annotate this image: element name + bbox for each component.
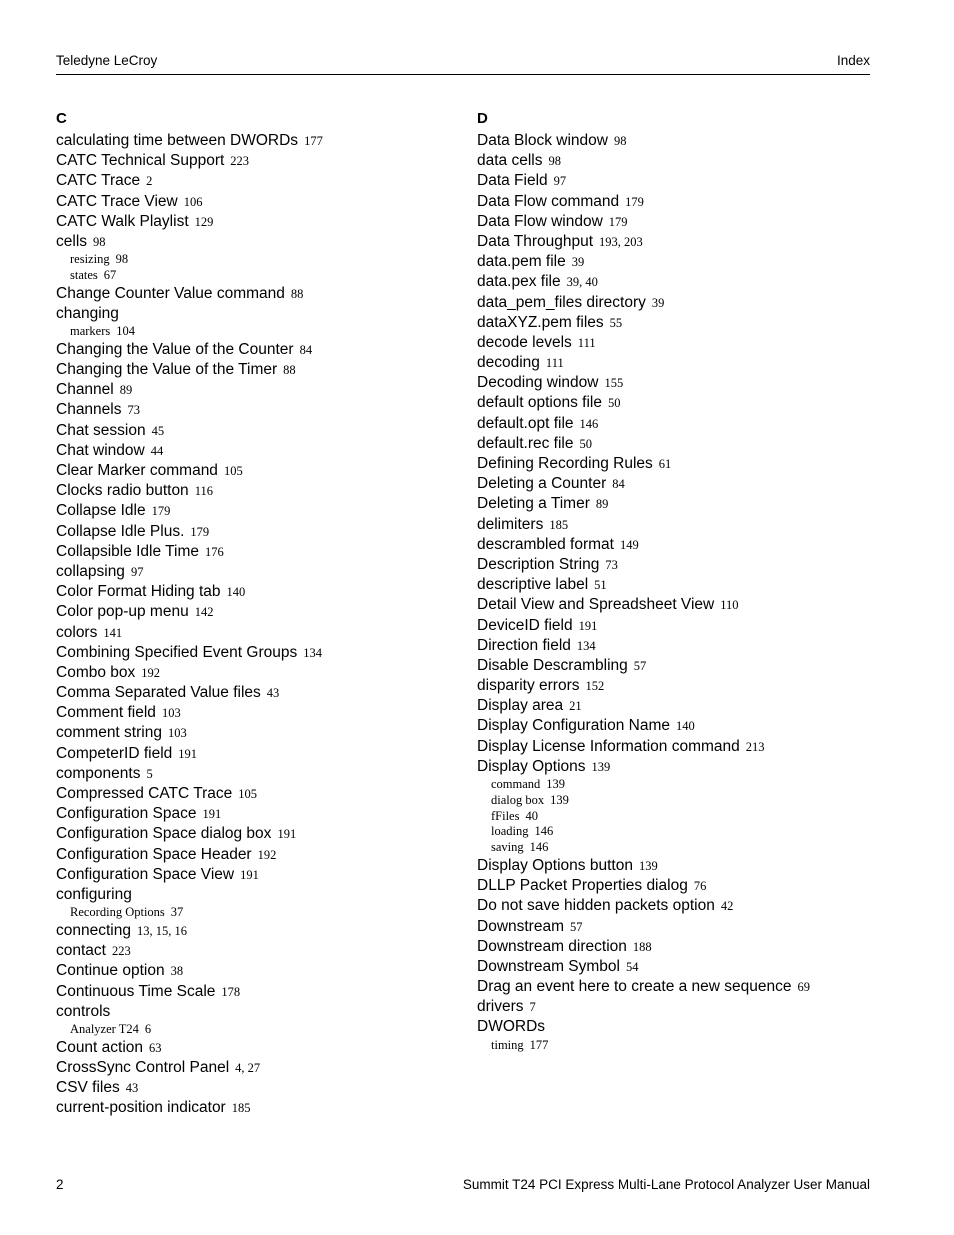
index-entry [477, 876, 810, 896]
index-page-ref: 191 [240, 867, 259, 882]
index-subterm: Recording Options [70, 905, 165, 920]
index-page-ref: 179 [151, 504, 171, 519]
index-page-ref: 73 [605, 557, 618, 572]
index-subterm: Analyzer T24 [70, 1021, 139, 1036]
index-term: calculating time between DWORDs [56, 132, 299, 149]
index-page-ref: 146 [529, 840, 549, 855]
index-entry [56, 865, 323, 885]
index-page-ref: 97 [130, 564, 144, 579]
index-entry [477, 1017, 810, 1037]
index-page-ref: 89 [595, 497, 609, 512]
index-term: descriptive label [477, 576, 589, 594]
index-term: colors [56, 623, 98, 641]
index-subentry [56, 1022, 323, 1038]
index-term: Combining Specified Event Groups [56, 643, 298, 661]
index-page-ref: 2 [146, 174, 153, 189]
index-entry [56, 845, 323, 865]
index-subterm: dialog box [491, 792, 545, 807]
index-page-ref: 188 [632, 939, 652, 954]
index-entry [477, 515, 810, 535]
index-page-ref: 179 [608, 214, 628, 229]
index-page-ref: 223 [230, 154, 250, 169]
index-entry [477, 636, 810, 656]
index-term: Compressed CATC Trace [56, 785, 233, 803]
index-entry [56, 804, 323, 824]
index-term: contact [56, 942, 106, 960]
index-subentry [56, 324, 323, 340]
index-entry [477, 937, 810, 957]
index-page-ref: 7 [529, 1000, 536, 1015]
index-term: Direction field [477, 636, 571, 654]
index-column-d [477, 108, 810, 1053]
index-page-ref: 193, 203 [599, 234, 643, 249]
index-term: Changing the Value of the Timer [56, 361, 278, 379]
index-entry [56, 723, 323, 743]
index-page-ref: 38 [170, 964, 184, 979]
index-term: Continue option [56, 962, 165, 980]
index-term: Downstream direction [477, 937, 627, 955]
index-entry [56, 663, 323, 683]
index-entry [56, 562, 323, 582]
index-entry [56, 1002, 323, 1022]
index-subterm: timing [491, 1037, 524, 1052]
index-entry [56, 304, 323, 324]
index-page-ref: 13, 15, 16 [136, 923, 187, 938]
index-page-ref: 54 [626, 959, 639, 974]
index-entry [56, 481, 323, 501]
index-term: Configuration Space [56, 805, 197, 823]
index-page-ref: 97 [553, 174, 567, 189]
index-term: Collapsible Idle Time [56, 542, 200, 560]
index-page-ref: 76 [693, 879, 707, 894]
index-page-ref: 45 [151, 423, 165, 438]
index-term: default.rec file [477, 434, 574, 452]
index-page-ref: 223 [111, 944, 131, 959]
index-entry [477, 896, 810, 916]
index-page-ref: 51 [594, 578, 607, 593]
header-section: Index [836, 53, 870, 68]
index-term: components [56, 764, 141, 782]
index-subentry [477, 1038, 810, 1054]
index-entry [477, 171, 810, 191]
index-page-ref: 141 [103, 625, 123, 640]
index-term: delimiters [477, 515, 544, 533]
index-page-ref: 50 [579, 436, 592, 451]
index-entry [477, 757, 810, 777]
index-page-ref: 6 [144, 1021, 152, 1036]
index-term: Channel [56, 381, 114, 399]
index-term: descrambled format [477, 535, 614, 553]
index-entry [56, 360, 323, 380]
index-page-ref: 111 [577, 335, 596, 350]
index-term: Collapse Idle Plus. [56, 522, 185, 540]
index-entry [56, 1078, 323, 1098]
index-page-ref: 106 [183, 194, 203, 209]
index-page-ref: 146 [534, 824, 554, 839]
index-entry [477, 192, 810, 212]
index-page-ref: 134 [303, 645, 322, 660]
index-term: Chat session [56, 421, 146, 439]
index-term: connecting [56, 921, 131, 939]
index-page-ref: 67 [103, 267, 117, 282]
header-rule [56, 74, 870, 75]
index-term: changing [56, 304, 119, 322]
index-entry [477, 131, 810, 151]
index-subterm: fFiles [491, 808, 520, 823]
index-entry [56, 921, 323, 941]
index-term: Display Configuration Name [477, 717, 670, 735]
index-page-ref: 129 [194, 214, 214, 229]
index-term: default.opt file [477, 414, 574, 432]
index-term: Disable Descrambling [477, 656, 628, 674]
index-page-ref: 98 [613, 134, 627, 148]
index-entry [56, 1098, 323, 1118]
index-entry [477, 575, 810, 595]
index-subentry [56, 252, 323, 268]
index-entry [56, 885, 323, 905]
index-entry [477, 212, 810, 232]
index-term: Configuration Space Header [56, 845, 252, 863]
index-term: Color Format Hiding tab [56, 583, 221, 601]
index-entry [477, 917, 810, 937]
index-page-ref: 139 [638, 858, 658, 873]
index-page-ref: 116 [194, 484, 213, 499]
index-term: Drag an event here to create a new sequence [477, 978, 792, 996]
index-page-ref: 98 [115, 252, 129, 267]
index-term: DeviceID field [477, 616, 573, 634]
index-entry [56, 982, 323, 1002]
index-term: Channels [56, 401, 122, 419]
index-entry [477, 737, 810, 757]
index-entry [477, 696, 810, 716]
index-term: Decoding window [477, 374, 599, 392]
index-page-ref: 61 [658, 457, 672, 471]
index-page-ref: 104 [116, 324, 136, 339]
index-term: disparity errors [477, 677, 580, 695]
index-entry [56, 212, 323, 232]
index-entry [56, 192, 323, 212]
index-page-ref: 55 [609, 315, 623, 330]
index-entry [56, 340, 323, 360]
page-number: 2 [56, 1177, 64, 1192]
index-page-ref: 42 [720, 899, 734, 914]
index-entry [56, 171, 323, 191]
index-entry [477, 616, 810, 636]
index-entry [477, 716, 810, 736]
index-term: controls [56, 1002, 111, 1020]
index-entry [477, 151, 810, 171]
index-term: Comma Separated Value files [56, 684, 261, 702]
index-term: current-position indicator [56, 1099, 226, 1117]
index-entry [56, 623, 323, 643]
index-term: Color pop-up menu [56, 603, 189, 621]
index-subentry [477, 777, 810, 793]
index-page-ref: 105 [238, 787, 258, 802]
index-term: Description String [477, 555, 600, 573]
index-term: Data Field [477, 172, 548, 190]
index-entry [56, 683, 323, 703]
index-page-ref: 177 [529, 1037, 549, 1052]
index-page-ref: 57 [570, 919, 583, 934]
index-page-ref: 191 [578, 618, 598, 633]
index-term: Data Throughput [477, 232, 594, 250]
index-entry [477, 997, 810, 1017]
index-term: default options file [477, 394, 602, 412]
index-page-ref: 110 [720, 598, 739, 613]
index-entry [477, 252, 810, 272]
index-term: CompeterID field [56, 744, 173, 762]
index-subentry [477, 824, 810, 840]
index-entry [56, 522, 323, 542]
index-term: Changing the Value of the Counter [56, 340, 294, 358]
index-subentry [477, 840, 810, 856]
index-page-ref: 185 [549, 517, 569, 532]
index-page-ref: 88 [283, 363, 296, 378]
index-entry [56, 703, 323, 723]
index-term: Defining Recording Rules [477, 455, 653, 472]
index-page-ref: 5 [146, 766, 153, 781]
index-entry [56, 1038, 323, 1058]
index-term: DWORDs [477, 1018, 546, 1036]
index-letter-heading: C [56, 110, 67, 127]
index-entry [477, 454, 810, 474]
index-page-ref: 139 [550, 792, 569, 807]
index-page-ref: 152 [585, 679, 605, 694]
index-entry [56, 602, 323, 622]
index-subterm: command [491, 777, 541, 791]
index-term: Collapse Idle [56, 502, 146, 520]
index-page-ref: 21 [569, 699, 582, 714]
index-entry [56, 941, 323, 961]
index-page-ref: 140 [675, 719, 695, 734]
index-entry [477, 474, 810, 494]
index-term: Clear Marker command [56, 462, 218, 480]
index-entry [56, 400, 323, 420]
index-entry [477, 676, 810, 696]
index-page-ref: 179 [625, 194, 644, 209]
index-entry [477, 656, 810, 676]
index-entry [56, 232, 323, 252]
index-page-ref: 149 [619, 537, 639, 552]
index-entry [477, 494, 810, 514]
index-term: data.pex file [477, 273, 561, 291]
index-page-ref: 98 [93, 234, 106, 249]
index-term: Count action [56, 1038, 144, 1056]
index-page-ref: 134 [576, 638, 596, 653]
index-entry [477, 856, 810, 876]
index-page-ref: 191 [178, 746, 198, 761]
index-term: Data Flow command [477, 192, 620, 210]
index-entry [56, 961, 323, 981]
index-term: Deleting a Counter [477, 475, 607, 493]
index-page-ref: 4, 27 [235, 1060, 261, 1075]
index-term: Display License Information command [477, 737, 740, 755]
index-entry [477, 293, 810, 313]
index-term: Display Options [477, 757, 586, 775]
index-entry [477, 595, 810, 615]
index-subterm: loading [491, 824, 529, 839]
index-entry [477, 434, 810, 454]
index-page-ref: 103 [161, 706, 181, 721]
index-entry [56, 744, 323, 764]
index-page-ref: 105 [223, 464, 243, 479]
index-page-ref: 40 [525, 808, 538, 823]
index-page-ref: 39, 40 [566, 275, 598, 290]
index-entry [56, 380, 323, 400]
index-entry [56, 643, 323, 663]
index-entry [56, 441, 323, 461]
index-term: CATC Walk Playlist [56, 212, 189, 230]
index-term: Data Flow window [477, 212, 603, 230]
index-term: Display area [477, 697, 564, 715]
index-term: decoding [477, 354, 540, 372]
index-page-ref: 213 [745, 739, 765, 754]
index-term: Configuration Space View [56, 865, 235, 883]
index-page-ref: 73 [127, 403, 140, 418]
index-term: DLLP Packet Properties dialog [477, 877, 688, 895]
index-letter-heading: D [477, 110, 488, 127]
index-page-ref: 146 [579, 416, 599, 431]
index-entry [477, 313, 810, 333]
index-term: CrossSync Control Panel [56, 1058, 230, 1076]
index-term: drivers [477, 998, 524, 1016]
header-publisher: Teledyne LeCroy [56, 53, 158, 68]
index-term: CATC Technical Support [56, 152, 225, 170]
index-entry [56, 131, 323, 151]
index-term: Display Options button [477, 856, 633, 874]
index-page-ref: 43 [266, 686, 280, 701]
index-term: CATC Trace View [56, 192, 178, 210]
index-entry [56, 1058, 323, 1078]
index-page-ref: 185 [231, 1101, 251, 1116]
index-page-ref: 84 [299, 342, 313, 357]
index-term: Downstream Symbol [477, 957, 620, 975]
index-entry [56, 151, 323, 171]
index-page-ref: 50 [607, 396, 621, 411]
index-page-ref: 142 [194, 605, 214, 620]
index-entry [477, 977, 810, 997]
index-subentry [56, 268, 323, 284]
index-page-ref: 69 [797, 980, 811, 995]
index-term: data_pem_files directory [477, 293, 646, 311]
index-entry [477, 393, 810, 413]
index-entry [56, 461, 323, 481]
index-term: Detail View and Spreadsheet View [477, 596, 715, 614]
index-page-ref: 37 [170, 905, 184, 920]
index-term: Comment field [56, 704, 156, 722]
index-term: Clocks radio button [56, 482, 189, 500]
index-page-ref: 176 [205, 544, 224, 559]
index-term: cells [56, 232, 88, 250]
index-subentry [477, 809, 810, 825]
index-entry [477, 535, 810, 555]
index-term: CATC Trace [56, 172, 141, 190]
index-entry [56, 542, 323, 562]
index-term: dataXYZ.pem files [477, 313, 604, 331]
index-entry [477, 353, 810, 373]
index-page-ref: 39 [571, 255, 585, 270]
index-term: data cells [477, 152, 543, 170]
index-entry [56, 824, 323, 844]
index-entry [56, 501, 323, 521]
index-entry [56, 764, 323, 784]
index-term: collapsing [56, 562, 125, 580]
index-term: decode levels [477, 333, 572, 351]
index-entry [56, 582, 323, 602]
index-page-ref: 44 [150, 443, 164, 458]
index-entry [477, 414, 810, 434]
index-page-ref: 192 [257, 847, 277, 862]
index-term: configuring [56, 885, 132, 903]
index-page-ref: 139 [546, 777, 566, 791]
index-page-ref: 63 [149, 1040, 162, 1055]
index-entry [477, 333, 810, 353]
index-subterm: states [70, 267, 98, 282]
index-page-ref: 191 [277, 827, 297, 842]
index-page-ref: 177 [304, 134, 323, 148]
index-page-ref: 179 [190, 524, 210, 539]
index-term: Configuration Space dialog box [56, 825, 272, 843]
index-subterm: saving [491, 840, 524, 855]
index-term: Do not save hidden packets option [477, 897, 715, 915]
index-entry [477, 957, 810, 977]
index-term: data.pem file [477, 253, 566, 271]
index-page-ref: 191 [202, 807, 222, 822]
index-page-ref: 192 [141, 665, 161, 680]
index-page-ref: 111 [545, 356, 564, 371]
index-subentry [477, 793, 810, 809]
index-entry [56, 784, 323, 804]
index-page-ref: 89 [119, 383, 133, 398]
index-term: Deleting a Timer [477, 495, 590, 513]
index-subterm: markers [70, 324, 111, 339]
index-page-ref: 98 [548, 154, 561, 169]
index-term: Change Counter Value command [56, 284, 285, 302]
index-entry [477, 555, 810, 575]
index-subterm: resizing [70, 252, 110, 267]
index-page-ref: 84 [612, 477, 625, 492]
footer-title: Summit T24 PCI Express Multi-Lane Protocol Analyzer User Manual [462, 1177, 870, 1192]
index-term: CSV files [56, 1079, 120, 1097]
index-entry [56, 421, 323, 441]
index-entry [477, 272, 810, 292]
index-page-ref: 39 [651, 295, 665, 310]
index-entry [56, 284, 323, 304]
index-term: Combo box [56, 663, 136, 681]
index-entry [477, 232, 810, 252]
index-column-c [56, 108, 323, 1118]
index-term: Continuous Time Scale [56, 982, 216, 1000]
index-subentry [56, 905, 323, 921]
index-entry [477, 373, 810, 393]
index-page-ref: 140 [226, 585, 246, 600]
index-term: Chat window [56, 441, 145, 459]
index-page-ref: 57 [633, 658, 647, 673]
index-term: Data Block window [477, 132, 608, 149]
index-page-ref: 43 [125, 1081, 139, 1096]
index-page-ref: 103 [167, 726, 187, 741]
index-page-ref: 88 [290, 286, 304, 301]
index-term: comment string [56, 724, 162, 742]
index-page-ref: 139 [591, 759, 611, 774]
index-page-ref: 178 [221, 984, 241, 999]
index-page-ref: 155 [604, 376, 624, 391]
index-term: Downstream [477, 917, 564, 935]
